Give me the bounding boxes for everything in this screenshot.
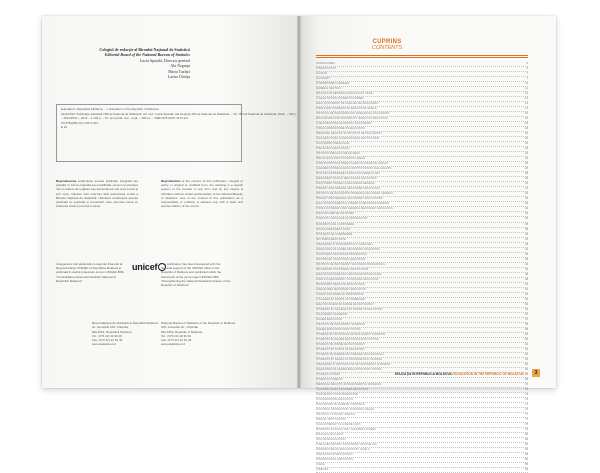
toc-entry-page: 51 — [525, 283, 528, 287]
toc-entry-label: PRIMARY AND GENERAL SECONDARY EDUCATION — [316, 187, 380, 191]
toc-entry-page: 38 — [525, 228, 528, 232]
toc-entry-label: RATA NETĂ DE CUPRINDERE — [316, 233, 352, 237]
toc-entry-label: INTRODUCERE — [316, 62, 335, 66]
toc-entry-page: 34 — [525, 207, 528, 211]
address-line: Biroul Naţional de Statistică al Republicii Moldova — [92, 321, 170, 325]
footer-title-en: EDUCATION IN THE REPUBLIC OF MOLDOVA — [454, 372, 523, 376]
toc-entry-label: GLOSSARY — [316, 77, 330, 81]
toc-entry-page: 31 — [525, 182, 528, 186]
toc-entry-page: 60 — [525, 338, 528, 342]
toc-entry-label: EDUCAŢIA INCLUZIVĂ — [316, 433, 343, 437]
toc-entry-page: 16 — [525, 112, 528, 116]
toc-entry-page: 74 — [525, 408, 528, 412]
toc-entry-page: 28 — [525, 177, 528, 181]
toc-entry-label: PUPILS IN SECONDARY VOCATIONAL EDUCATION — [316, 278, 379, 282]
toc-entry-page: 5 — [527, 67, 528, 71]
toc-entry-label: ÎNVĂŢĂMÂNT SUPERIOR — [316, 313, 347, 317]
toc-entry-page: 14 — [525, 107, 528, 111]
toc-entry-page: 32 — [525, 197, 528, 201]
toc-entry-label: ENROLMENT RATE IN PRE-SCHOOL EDUCATION — [316, 177, 377, 181]
toc-entry-page: 80 — [525, 433, 528, 437]
toc-entry-label: SPECIAL INSTITUTIONS — [316, 418, 346, 422]
board-member: Larisa Chiriţa — [50, 74, 190, 79]
toc-entry-label: PUPILS BY LANGUAGE OF INSTRUCTION — [316, 217, 367, 221]
toc-entry-label: SECONDARY VOCATIONAL EDUCATION — [316, 258, 365, 262]
toc-entry-label: ANNEXES — [316, 468, 328, 472]
toc-entry-label: INTRODUCTION — [316, 67, 336, 71]
toc-rule — [316, 55, 528, 56]
toc-entry-label: STUDENTS BY FORMS OF EDUCATION — [316, 348, 364, 352]
toc-entry-label: ELEVI ÎN ÎNVĂŢĂMÂNTUL PRIMAR ŞI SECUNDAR GENERAL — [316, 202, 390, 206]
toc-entry-label: ELEVI ŞI STUDENŢI PE NIVELURI DE ÎNVĂŢĂMÂNT — [316, 102, 379, 106]
toc-entry-label: ANEXE — [316, 463, 325, 467]
unicef-wordmark: unicef — [132, 262, 157, 272]
toc-entry-page: 5 — [527, 62, 528, 66]
board-member: Ala Negruţa — [50, 63, 190, 68]
toc-entry-page: 20 — [525, 132, 528, 136]
toc-entry-label: ÎNVĂŢĂMÂNT POSTUNIVERSITAR — [316, 393, 358, 397]
toc-entry-label: ÎNVĂŢĂMÂNT MEDIU DE SPECIALITATE — [316, 283, 365, 287]
toc-entry-page: 57 — [525, 313, 528, 317]
toc-entry-page: 13 — [525, 97, 528, 101]
toc-entry-page: 54 — [525, 308, 528, 312]
toc-entry-label: STUDENŢI PE DOMENII DE FORMARE PROFESIONALĂ — [316, 353, 384, 357]
toc-entry-label: SECONDARY VOCATIONAL INSTITUTIONS — [316, 268, 368, 272]
toc-entry-page: 78 — [525, 428, 528, 432]
toc-entry-page: 58 — [525, 328, 528, 332]
toc-entry-label: ELEVI ÎN ÎNVĂŢĂMÂNTUL SECUNDAR PROFESIONAL — [316, 273, 382, 277]
toc-entry-page: 20 — [525, 137, 528, 141]
toc-entry-page: 77 — [525, 413, 528, 417]
toc-entry-label: INSTITUŢII DE ÎNVĂŢĂMÂNT SUPERIOR — [316, 323, 365, 327]
toc-entry-label: EDUCAŢIA ÎN REPUBLICA MOLDOVA ÎN CIFRE — [316, 92, 373, 96]
cip-line: 37(478)(084.21)=135.1=111 — [61, 121, 237, 126]
toc-entry-label: CHELTUIELI PENTRU ÎNVĂŢĂMÂNT PE NIVELURI — [316, 443, 376, 447]
toc-entry-page: 26 — [525, 167, 528, 171]
address-line: Tel.: (373 22) 40 30 00 — [161, 334, 239, 338]
toc-entry-label: PRIMARY AND GENERAL SECONDARY INSTITUTIONS — [316, 197, 383, 201]
toc-entry-page: 64 — [525, 353, 528, 357]
toc-entry-page: 52 — [525, 298, 528, 302]
toc-entry-page: 32 — [525, 192, 528, 196]
address-line: 106, Grenoble str., Chişinău — [161, 325, 239, 329]
rights-heading-ro: Reproducerea — [56, 179, 76, 183]
toc-entry-page: 34 — [525, 202, 528, 206]
table-of-contents — [316, 62, 528, 473]
toc-title: CUPRINS — [342, 39, 432, 45]
toc-entry-page: 51 — [525, 288, 528, 292]
editorial-board — [50, 47, 190, 79]
rights-heading-en: Reproduction — [161, 179, 181, 183]
toc-entry-label: COMPARTIMENT GENERAL — [316, 82, 350, 86]
toc-entry-page: 7 — [527, 77, 528, 81]
toc-entry-page: 11 — [525, 82, 528, 86]
toc-entry-label: COLEGII PE FORME DE PROPRIETATE — [316, 293, 364, 297]
cip-line: E 10 — [61, 125, 237, 130]
toc-entry-label: COLLEGES BY FORMS OF OWNERSHIP — [316, 298, 365, 302]
toc-entry-label: TEACHING STAFF IN HIGHER EDUCATION — [316, 388, 368, 392]
cip-line: 2011/2012: Publicaţie statistică / Biroul Naţional de Statistică; col. red.: Lucia Spoială, Ala Negruţa; Biroul Naţional de Statistică. – Ch.: Biroul Naţional de Statistică, 2012. – 196 p. — [61, 112, 237, 117]
toc-entry-page: 48 — [525, 273, 528, 277]
toc-entry-label: INSTITUŢII DE ÎNVĂŢĂMÂNT PE NIVELURI DE ÎNVĂŢĂMÂNT — [316, 112, 389, 116]
toc-entry-page: 18 — [525, 122, 528, 126]
toc-entry-label: ÎNVĂŢĂMÂNT PREŞCOLAR — [316, 142, 349, 146]
toc-entry-page: 70 — [525, 388, 528, 392]
toc-entry-label: ABSOLVENŢI AI ÎNVĂŢĂMÂNTULUI GIMNAZIAL — [316, 243, 373, 247]
toc-entry-page: 42 — [525, 248, 528, 252]
address-line: Fax: (373 22) 22 61 46 — [92, 338, 170, 342]
rights-text-ro: conţinutului acestei publicaţii, integrală sau parţială, în forma originală sau modificată, precum şi stocarea într-un sistem de regăsire sau transmiterea sub orice formă şi prin orice mijloace sunt interzise fără autorizarea scrisă a Biroului Naţional de Statistică. Utilizarea conţinutului acestei publicaţii cu explicaţii şi comentarii, este permisă numai cu indicarea clară şi precisă a sursei. — [56, 179, 138, 208]
toc-entry-page: 42 — [525, 243, 528, 247]
toc-entry-label: ÎNVĂŢĂMÂNT PRIMAR ŞI SECUNDAR GENERAL — [316, 182, 375, 186]
address-en — [161, 321, 239, 347]
toc-entry-label: ELEVI PE LIMBI DE INSTRUIRE — [316, 212, 354, 216]
toc-entry-page: 23 — [525, 147, 528, 151]
board-member: Lucia Spoială, Director general — [50, 58, 190, 63]
toc-entry-label: NET ENROLMENT RATE — [316, 238, 346, 242]
toc-entry-page: 80 — [525, 438, 528, 442]
toc-entry-label: CHILDREN IN PRE-SCHOOL INSTITUTIONS BY AGE GROUPS — [316, 167, 391, 171]
toc-entry-label: INSTITUŢII DE ÎNVĂŢĂMÂNT SECUNDAR PROFESIONAL — [316, 263, 385, 267]
toc-entry-label: INDICATORI INTERNAŢIONALI — [316, 453, 353, 457]
toc-entry-page: 54 — [525, 303, 528, 307]
toc-entry-label: COLLECTION OF STUDENTS NUMBER — [316, 97, 364, 101]
toc-entry-label: ŞCOLI-INTERNAT ŞI CASE DE COPII — [316, 423, 360, 427]
toc-entry-label: HIGHER EDUCATION — [316, 318, 342, 322]
toc-entry-label: DOCTORAL STUDENTS BY SCIENTIFIC FIELDS — [316, 408, 374, 412]
toc-entry-page: 78 — [525, 423, 528, 427]
toc-entry-page: 66 — [525, 363, 528, 367]
toc-entry-label: PERSONAL DIDACTIC ÎN ÎNVĂŢĂMÂNTUL SUPERIOR — [316, 383, 381, 387]
toc-entry-label: INCLUSIVE EDUCATION — [316, 438, 346, 442]
unicef-note-ro: Culegerea a fost elaborată cu suportul financiar al Reprezentanţei UNICEF în Republica Moldova şi publicată în cadrul proiectului comun UNICEF-BNS "Consolidarea Sistemului Statistic Naţional al Republicii Moldova". — [56, 262, 126, 283]
address-line: MD-2019, Republic of Moldova — [161, 330, 239, 334]
toc-entry-label: INSTITUŢII PREŞCOLARE PE MEDII — [316, 152, 360, 156]
toc-entry-label: ABSOLVENŢI AI INSTITUŢIILOR DE ÎNVĂŢĂMÂNT SUPERIOR — [316, 363, 390, 367]
toc-entry-page: 36 — [525, 212, 528, 216]
toc-entry-page: 68 — [525, 378, 528, 382]
toc-entry-page: 38 — [525, 223, 528, 227]
toc-entry-page: 12 — [525, 92, 528, 96]
toc-entry-page: 70 — [525, 383, 528, 387]
toc-entry-label: ÎNVĂŢĂMÂNT SECUNDAR PROFESIONAL — [316, 253, 367, 257]
toc-entry-page: 86 — [525, 453, 528, 457]
toc-entry-label: EDUCATIONAL INSTITUTIONS BY LEVELS OF EDUCATION — [316, 117, 388, 121]
cip-line: – 2011/2012 – 2012 – 1 100 p. – Tit. text paral. rom., engl. – 300 ex. – ISBN 978-9975-4173-9-6 — [61, 116, 237, 121]
toc-entry-page: 26 — [525, 162, 528, 166]
toc-entry-page: 86 — [525, 458, 528, 462]
toc-entry-page: 62 — [525, 348, 528, 352]
toc-entry-label: INSTITUŢII DE ÎNVĂŢĂMÂNT PRIMAR ŞI SECUNDAR GENERAL — [316, 192, 393, 196]
toc-entry-label: CHELTUIELI PUBLICE PENTRU ÎNVĂŢĂMÂNT — [316, 122, 371, 126]
toc-entry-page: 83 — [525, 448, 528, 452]
toc-entry-label: GLOSAR — [316, 72, 327, 76]
toc-entry-page: 89 — [525, 468, 528, 472]
toc-entry-label: DOCTORANZI PE DOMENII ŞTIINŢIFICE — [316, 403, 365, 407]
toc-entry-label: FOREIGN STUDENTS — [316, 378, 343, 382]
toc-entry-page: 73 — [525, 393, 528, 397]
toc-entry-label: TEACHING STAFF IN EDUCATIONAL INSTITUTIONS — [316, 137, 379, 141]
toc-entry-page: 31 — [525, 187, 528, 191]
toc-entry-label: RATA BRUTĂ DE CUPRINDERE — [316, 223, 354, 227]
toc-entry-page: 40 — [525, 233, 528, 237]
cip-line: Educaţia în Republica Moldova ... = Education in the Republic of Moldova — [61, 107, 237, 112]
toc-entry-label: GENERAL SECTION — [316, 87, 341, 91]
toc-entry-label: GROSS ENROLMENT RATE — [316, 228, 350, 232]
toc-entry-label: SPECIALISED SECONDARY EDUCATION — [316, 288, 366, 292]
toc-entry-label: STUDENTS IN HIGHER EDUCATION INSTITUTIONS — [316, 338, 379, 342]
toc-entry-page: 64 — [525, 358, 528, 362]
rights-notice-en — [161, 179, 243, 208]
toc-entry-label: PERSONAL DIDACTIC ÎN INSTITUŢII DE ÎNVĂŢĂMÂNT — [316, 132, 382, 136]
toc-entry-label: ELEVI ÎN COLEGII PE FORME DE ÎNVĂŢĂMÂNT — [316, 303, 374, 307]
toc-entry-label: PRE-SCHOOL EDUCATION — [316, 147, 349, 151]
toc-entry-page: 46 — [525, 268, 528, 272]
toc-entry-label: HIGHER EDUCATION INSTITUTIONS — [316, 328, 361, 332]
toc-entry-label: PUBLIC EXPENDITURE ON EDUCATION — [316, 127, 365, 131]
toc-entry-label: STUDENTS BY FIELDS OF PROFESSIONAL TRAINING — [316, 358, 382, 362]
toc-entry-page: 83 — [525, 443, 528, 447]
toc-entry-page: 16 — [525, 117, 528, 121]
toc-entry-page: 66 — [525, 368, 528, 372]
toc-subtitle: CONTENTS — [342, 45, 432, 51]
board-member: Maria Tuzlari — [50, 69, 190, 74]
toc-entry — [316, 468, 528, 473]
toc-entry-label: STUDENŢI ÎN INSTITUŢIILE DE ÎNVĂŢĂMÂNT SUPERIOR — [316, 333, 385, 337]
toc-entry-label: STUDENTS IN COLLEGES BY FORMS OF EDUCATION — [316, 308, 382, 312]
toc-entry-page: 57 — [525, 318, 528, 322]
toc-entry-label: BOARDING SCHOOLS AND CHILDREN'S HOMES — [316, 428, 376, 432]
toc-entry-label: POSTGRADUATE EDUCATION — [316, 398, 353, 402]
toc-entry-page: 7 — [527, 72, 528, 76]
toc-entry-page: 52 — [525, 293, 528, 297]
toc-entry-page: 77 — [525, 418, 528, 422]
page-number: 3 — [532, 369, 540, 377]
toc-entry-label: STUDENŢI STRĂINI — [316, 373, 340, 377]
toc-entry-page: 60 — [525, 333, 528, 337]
unicef-note-en: The publication has been developed with the financial support of the UNICEF office in the Republic of Moldova and published within the framework of the joint project UNICEF-NBS "Strengthening the National Statistical System of the Republic of Moldova". — [161, 262, 231, 287]
toc-entry-page: 40 — [525, 238, 528, 242]
toc-entry-label: RATA DE CUPRINDERE ÎN EDUCAŢIA PREŞCOLARĂ — [316, 172, 380, 176]
board-title-en: Editorial Board of the National Bureau of Statistics — [50, 52, 190, 57]
toc-heading — [342, 39, 432, 51]
toc-entry-page: 11 — [525, 87, 528, 91]
toc-entry-label: INTERNATIONAL INDICATORS — [316, 458, 353, 462]
toc-entry-label: PUPILS IN PRIMARY AND GENERAL SECONDARY EDUCATION — [316, 207, 393, 211]
board-title-ro: Colegiul de redacţie al Biroului Naţional de Statistică — [50, 47, 190, 52]
toc-entry-label: GRADUATES OF HIGHER EDUCATION INSTITUTIONS — [316, 368, 382, 372]
toc-entry-page: 62 — [525, 343, 528, 347]
address-line: MD-2019, Republica Moldova — [92, 330, 170, 334]
running-footer: EDUCAŢIA ÎN REPUBLICA MOLDOVA / EDUCATION IN THE REPUBLIC OF MOLDOVA — [395, 372, 513, 376]
address-line: Tel.: (373 22) 40 30 00 — [92, 334, 170, 338]
toc-entry-page: 45 — [525, 258, 528, 262]
toc-entry-page: 68 — [525, 373, 528, 377]
toc-entry-page: 73 — [525, 398, 528, 402]
address-line: Fax: (373 22) 22 61 46 — [161, 338, 239, 342]
toc-entry-page: 14 — [525, 102, 528, 106]
toc-entry-page: 48 — [525, 278, 528, 282]
toc-entry-label: EXPENDITURE ON EDUCATION BY LEVELS — [316, 448, 370, 452]
address-ro — [92, 321, 170, 347]
toc-entry-label: COPII ÎN INSTITUŢII PREŞCOLARE PE GRUPE DE VÂRSTĂ — [316, 162, 388, 166]
toc-entry-page: 36 — [525, 217, 528, 221]
address-line: www.statistica.md — [92, 342, 170, 346]
toc-entry-label: GRADUATES OF LOWER SECONDARY EDUCATION — [316, 248, 379, 252]
rights-notice-ro — [56, 179, 138, 208]
address-line: www.statistica.md — [161, 342, 239, 346]
toc-entry-label: PUPILS AND STUDENTS BY EDUCATION LEVELS — [316, 107, 376, 111]
toc-entry-page: 24 — [525, 157, 528, 161]
address-line: National Bureau of Statistics of the Republic of Moldova — [161, 321, 239, 325]
toc-entry-page: 24 — [525, 152, 528, 156]
toc-entry-page: 58 — [525, 323, 528, 327]
book-gutter — [297, 16, 301, 388]
rights-text-en: of the content of this publication, integral or partly, in original or modified form, the stocking in a search system or the transfer in any form and by any means is forbidden without written authorisation of the National Bureau of Statistics. Use of the content of this publication as a responsibility or publicity is allowed only with a clear and precise citation of the source. — [161, 179, 243, 208]
cip-record-box — [56, 104, 242, 162]
toc-entry-page: 89 — [525, 463, 528, 467]
address-line: str. Grenoble 106, Chişinău — [92, 325, 170, 329]
footer-title-ro: EDUCAŢIA ÎN REPUBLICA MOLDOVA — [395, 372, 452, 376]
toc-entry-page: 23 — [525, 142, 528, 146]
toc-entry-label: STUDENŢI PE FORME DE ÎNVĂŢĂMÂNT — [316, 343, 365, 347]
toc-entry-page: 46 — [525, 263, 528, 267]
toc-entry-page: 18 — [525, 127, 528, 131]
toc-entry-label: PRE-SCHOOL INSTITUTIONS BY AREAS — [316, 157, 365, 161]
toc-entry-page: 45 — [525, 253, 528, 257]
toc-entry-label: INSTITUŢII CU PROFIL SPECIAL — [316, 413, 355, 417]
toc-entry-page: 74 — [525, 403, 528, 407]
toc-entry-page: 28 — [525, 172, 528, 176]
